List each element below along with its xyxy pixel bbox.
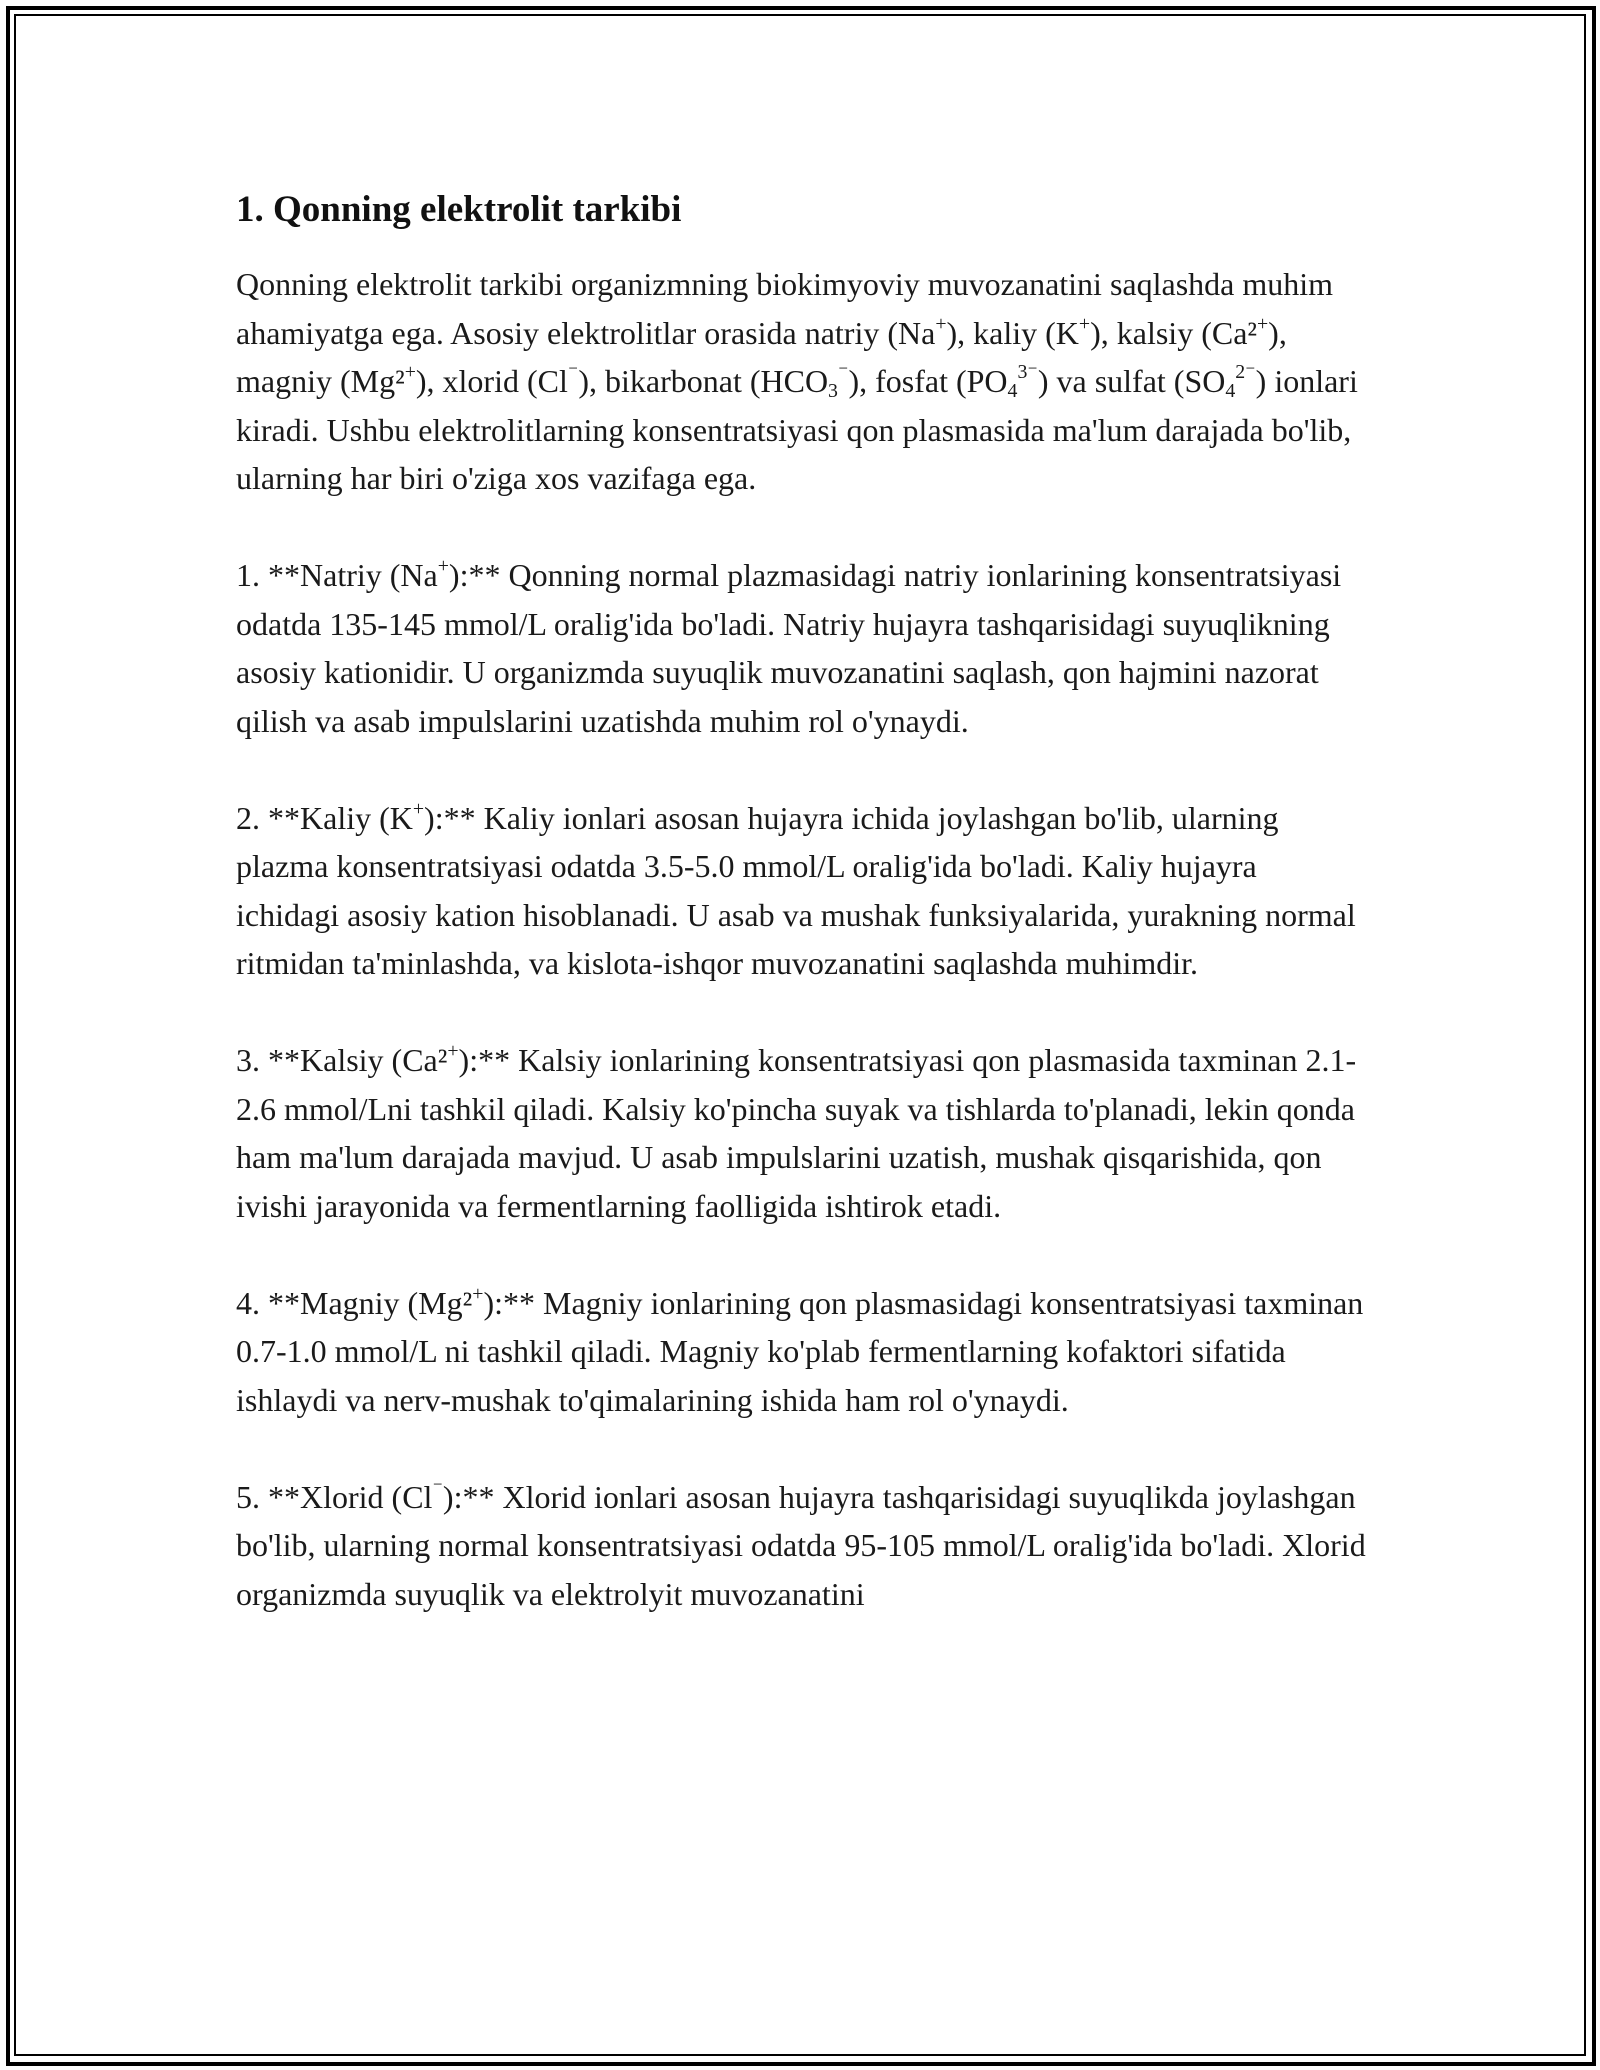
- intro-sup-5: ⁻: [567, 361, 579, 384]
- intro-text-6: ), bikarbonat (HCO: [578, 363, 829, 400]
- item-body: ):** Kaliy ionlari asosan hujayra ichida joylashgan bo'lib, ularning plazma konsentratsiyasi odatda 3.5-5.0 mmol/L oralig'ida bo'ladi. Kaliy hujayra ichidagi asosiy kation hisoblanadi. U asab va mushak funksiyalarida, yurakning normal ritmidan ta'minlashda, va kislota-ishqor muvozanatini saqlashda muhimdir.: [236, 799, 1356, 982]
- list-item-natriy: [236, 551, 1366, 745]
- item-body: ):** Qonning normal plazmasidagi natriy ionlarining konsentratsiyasi odatda 135-145 mmol/L oralig'ida bo'ladi. Natriy hujayra tashqarisidagi suyuqlikning asosiy kationidir. U organizmda suyuqlik muvozanatini saqlash, qon hajmini nazorat qilish va asab impulslarini uzatishda muhim rol o'ynaydi.: [236, 557, 1342, 739]
- list-item-xlorid: [236, 1473, 1366, 1619]
- intro-sup-2: +: [1078, 312, 1091, 335]
- item-lead: 3. **Kalsiy (Ca²: [236, 1042, 448, 1079]
- item-lead: 1. **Natriy (Na: [236, 557, 438, 594]
- item-charge: ⁻: [432, 1476, 443, 1499]
- item-body: ):** Kalsiy ionlarining konsentratsiyasi qon plasmasida taxminan 2.1-2.6 mmol/Lni tashkil qiladi. Kalsiy ko'pincha suyak va tishlarda to'planadi, lekin qonda ham ma'lum darajada mavjud. U asab impulslarini uzatish, mushak qisqarishida, qon ivishi jarayonida va fermentlarning faolligida ishtirok etadi.: [236, 1042, 1357, 1224]
- item-charge: +: [412, 797, 425, 820]
- intro-sup-1: +: [935, 312, 947, 335]
- intro-sub-6: 3: [828, 380, 838, 403]
- item-charge: +: [447, 1040, 459, 1063]
- item-lead: 2. **Kaliy (K: [236, 799, 413, 836]
- intro-text-9: ) ionlari kiradi. Ushbu elektrolitlarning konsentratsiyasi qon plasmasida ma'lum darajada bo'lib, ularning har biri o'ziga xos vazifaga ega.: [236, 363, 1358, 497]
- intro-sup-4: +: [404, 361, 416, 384]
- intro-sup-7: 3⁻: [1017, 361, 1038, 384]
- item-charge: +: [437, 555, 449, 578]
- item-body: ):** Xlorid ionlari asosan hujayra tashqarisidagi suyuqlikda joylashgan bo'lib, ularning normal konsentratsiyasi odatda 95-105 mmol/L oralig'ida bo'ladi. Xlorid organizmda suyuqlik va elektrolyit muvozanatini: [236, 1478, 1366, 1612]
- list-item-kalsiy: [236, 1036, 1366, 1230]
- item-lead: 5. **Xlorid (Cl: [236, 1478, 433, 1515]
- intro-text-7: ), fosfat (PO: [848, 363, 1008, 400]
- intro-paragraph: [236, 260, 1366, 503]
- intro-text-5: ), xlorid (Cl: [415, 363, 568, 400]
- section-heading: 1. Qonning elektrolit tarkibi: [236, 189, 682, 230]
- intro-sub-7: 4: [1007, 380, 1018, 403]
- document-body: [236, 188, 1366, 1667]
- item-body: ):** Magniy ionlarining qon plasmasidagi konsentratsiyasi taxminan 0.7-1.0 mmol/L ni tashkil qiladi. Magniy ko'plab fermentlarning kofaktori sifatida ishlaydi va nerv-mushak to'qimalarining ishida ham rol o'ynaydi.: [236, 1284, 1364, 1418]
- list-item-kaliy: [236, 794, 1366, 988]
- intro-text-8: ) va sulfat (SO: [1037, 363, 1226, 400]
- list-item-magniy: [236, 1279, 1366, 1425]
- intro-text-1: Qonning elektrolit tarkibi organizmning biokimyoviy muvozanatini saqlashda muhim ahamiyatga ega. Asosiy elektrolitlar orasida natriy (Na: [236, 266, 1334, 351]
- intro-sup-6: ⁻: [837, 361, 849, 384]
- intro-sup-8: 2⁻: [1235, 361, 1256, 384]
- intro-text-2: ), kaliy (K: [946, 314, 1079, 351]
- item-lead: 4. **Magniy (Mg²: [236, 1284, 473, 1321]
- intro-text-3: ), kalsiy (Ca²: [1090, 314, 1257, 351]
- intro-text-4: ), magniy (Mg²: [236, 314, 1287, 400]
- intro-sub-8: 4: [1225, 380, 1236, 403]
- item-charge: +: [472, 1282, 484, 1305]
- intro-sup-3: +: [1256, 312, 1269, 335]
